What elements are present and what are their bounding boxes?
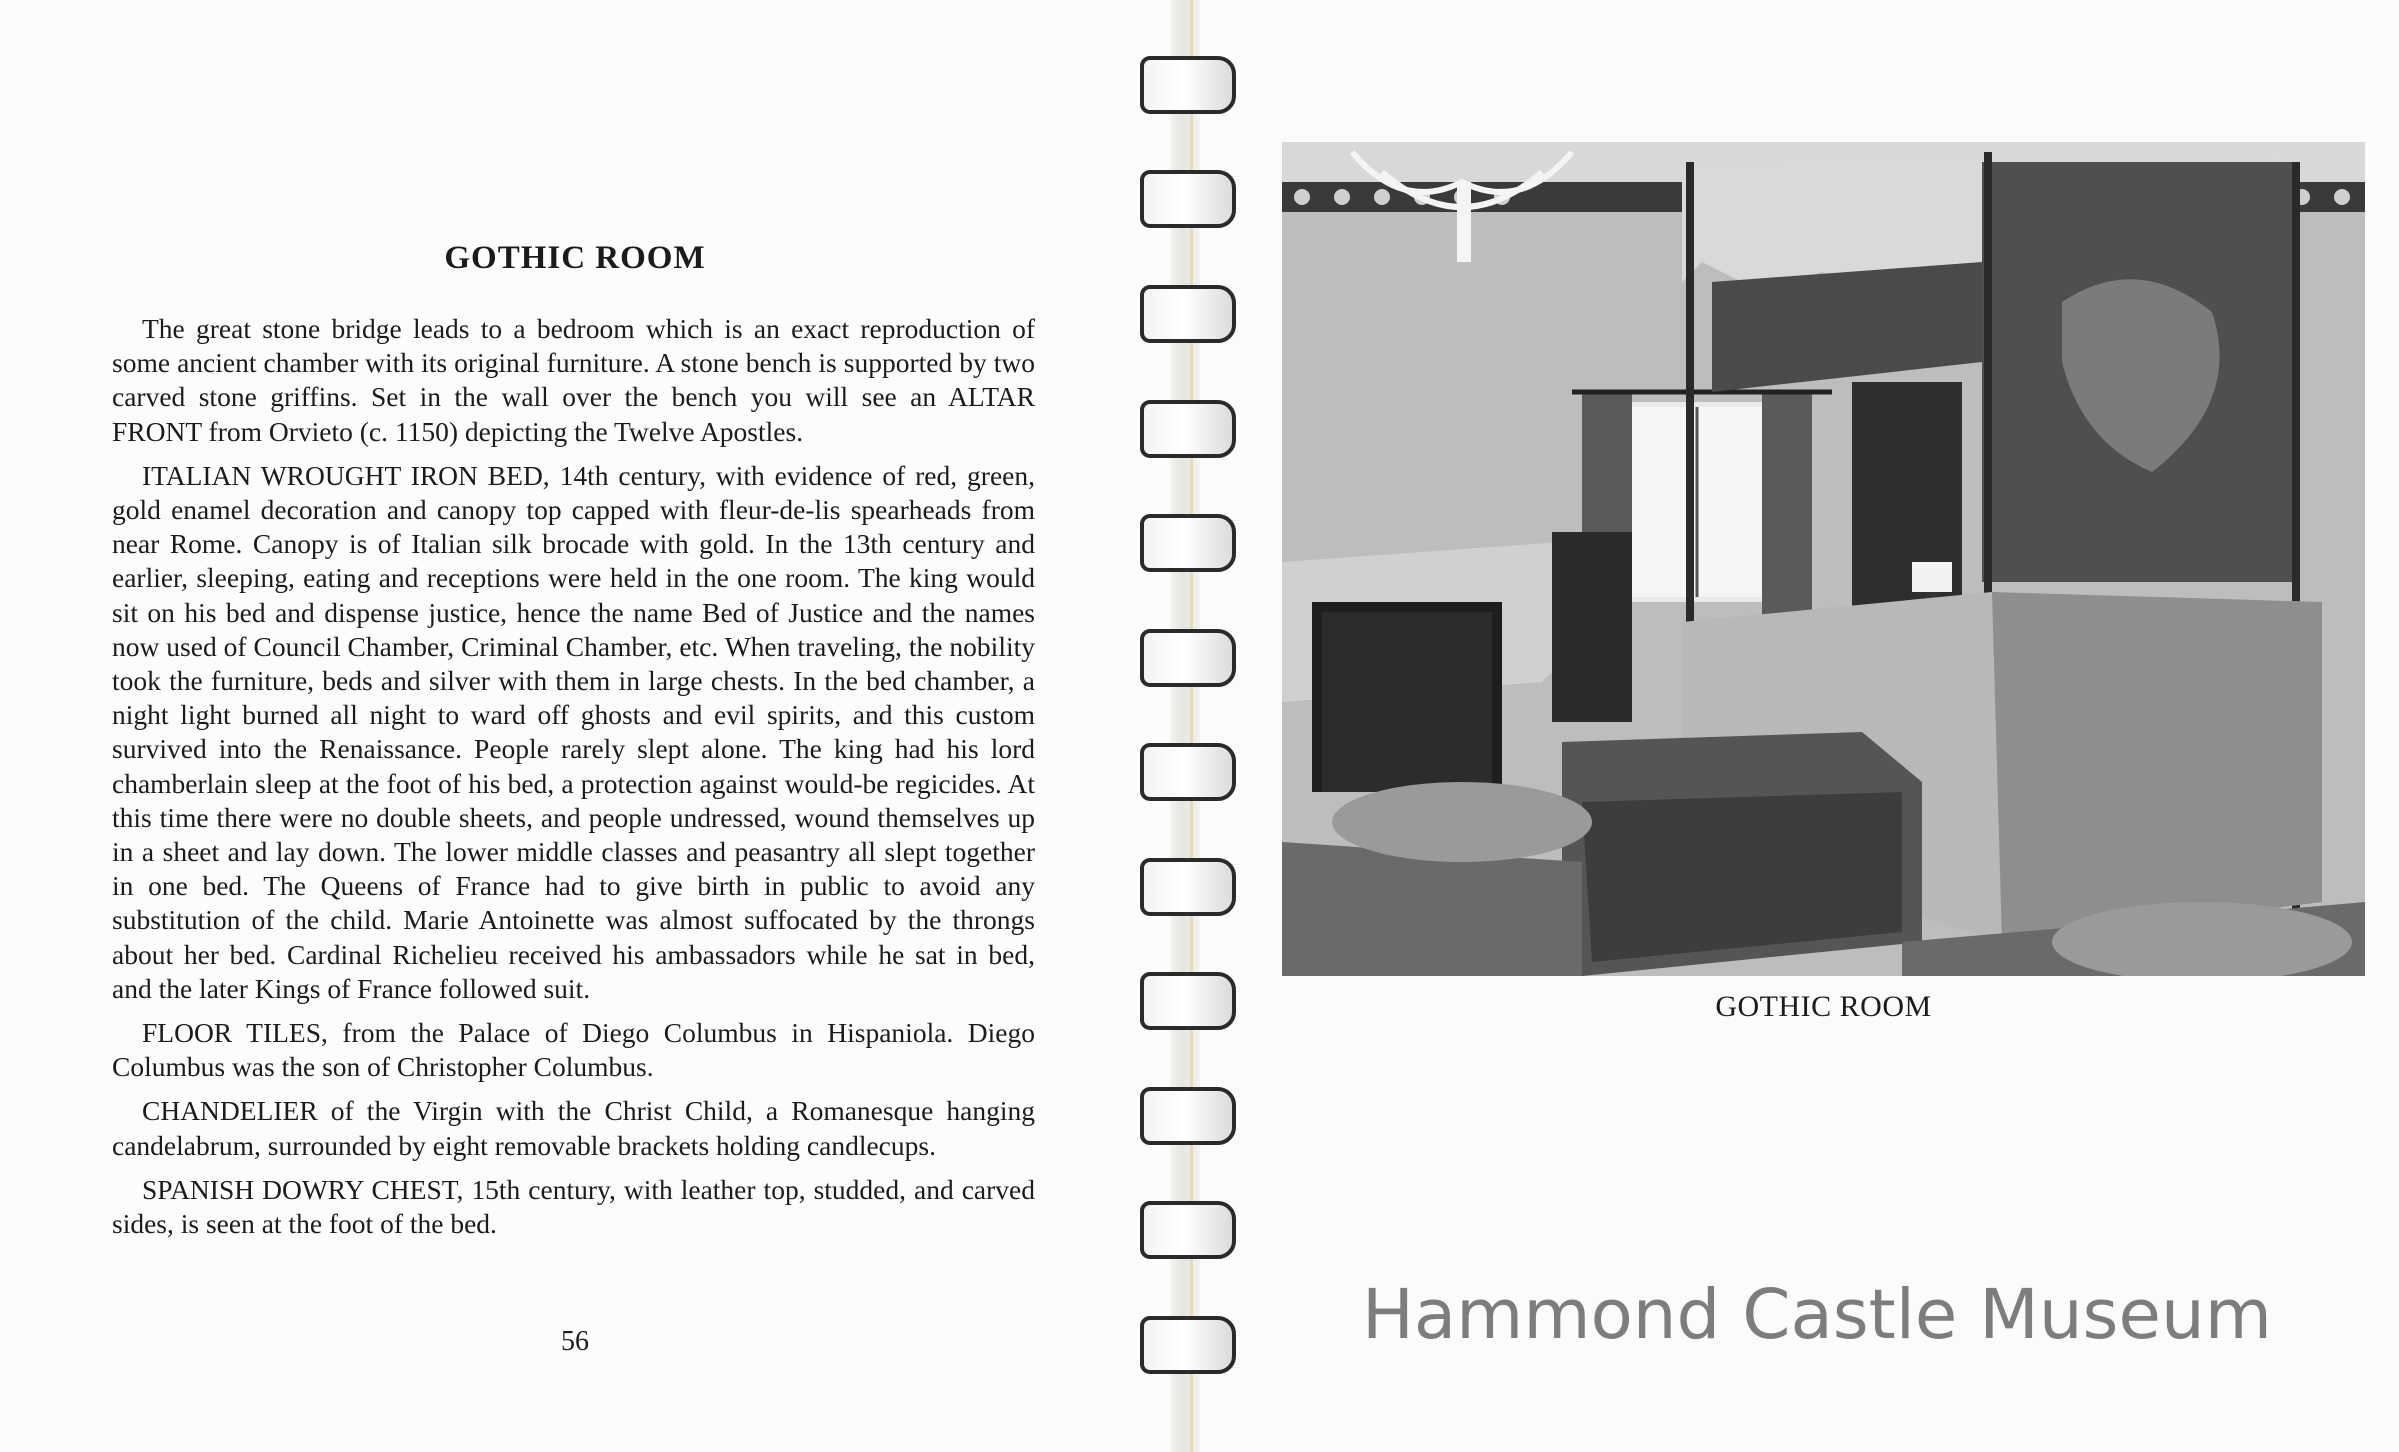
binding-ring xyxy=(1140,56,1236,114)
gothic-room-photo xyxy=(1282,142,2365,976)
binding-ring xyxy=(1140,1087,1236,1145)
page-title: GOTHIC ROOM xyxy=(444,240,706,276)
photo-caption: GOTHIC ROOM xyxy=(1715,990,1932,1023)
paragraph-dowry-chest: SPANISH DOWRY CHEST, 15th century, with leather top, studded, and carved sides, is seen at the foot of the bed. xyxy=(112,1173,1035,1240)
binding-ring xyxy=(1140,743,1236,801)
binding-ring xyxy=(1140,858,1236,916)
body-text xyxy=(112,312,1035,1251)
binding-ring xyxy=(1140,972,1236,1030)
left-page xyxy=(0,0,1190,1452)
binding-ring xyxy=(1140,1316,1236,1374)
binding-ring xyxy=(1140,629,1236,687)
binding-ring xyxy=(1140,170,1236,228)
museum-watermark: Hammond Castle Museum xyxy=(1362,1275,2272,1355)
paragraph-chandelier: CHANDELIER of the Virgin with the Christ Child, a Romanesque hanging candelabrum, surrounded by eight removable brackets holding candlecups. xyxy=(112,1095,1035,1161)
page-number: 56 xyxy=(561,1326,589,1357)
binding-ring xyxy=(1140,514,1236,572)
paragraph-bed: ITALIAN WROUGHT IRON BED, 14th century, with evidence of red, green, gold enamel decoration and canopy top capped with fleur-de-lis spearheads from near Rome. Canopy is of Italian silk brocade with gold. In the 13th century and earlier, sleeping, eating and receptions were held in the one room. The king would sit on his bed and dispense justice, hence the name Bed of Justice and the names now used of Council Chamber, Criminal Chamber, etc. When traveling, the nobility took the furniture, beds and silver with them in large chests. In the bed chamber, a night light burned all night to ward off ghosts and evil spirits, and this custom survived into the Renaissance. People rarely slept alone. The king had his lord chamberlain sleep at the foot of his bed, a protection against would-be regicides. At this time there were no double sheets, and people undressed, wound themselves up in a sheet and lay down. The lower middle classes and peasantry all slept together in one bed. The Queens of France had to give birth in public to avoid any substitution of the child. Marie Antoinette was almost suffocated by the throngs about her bed. Cardinal Richelieu received his ambassadors while he sat in bed, and the later Kings of France followed suit. xyxy=(112,459,1035,1004)
paragraph-intro: The great stone bridge leads to a bedroom which is an exact reproduction of some ancient chamber with its original furniture. A stone bench is supported by two carved stone griffins. Set in the wall over the bench you will see an ALTAR FRONT from Orvieto (c. 1150) depicting the Twelve Apostles. xyxy=(112,313,1035,447)
binding-ring xyxy=(1140,1201,1236,1259)
paragraph-floor-tiles: FLOOR TILES, from the Palace of Diego Columbus in Hispaniola. Diego Columbus was the son of Christopher Columbus. xyxy=(112,1017,1035,1083)
binding-ring xyxy=(1140,285,1236,343)
binding-ring xyxy=(1140,400,1236,458)
